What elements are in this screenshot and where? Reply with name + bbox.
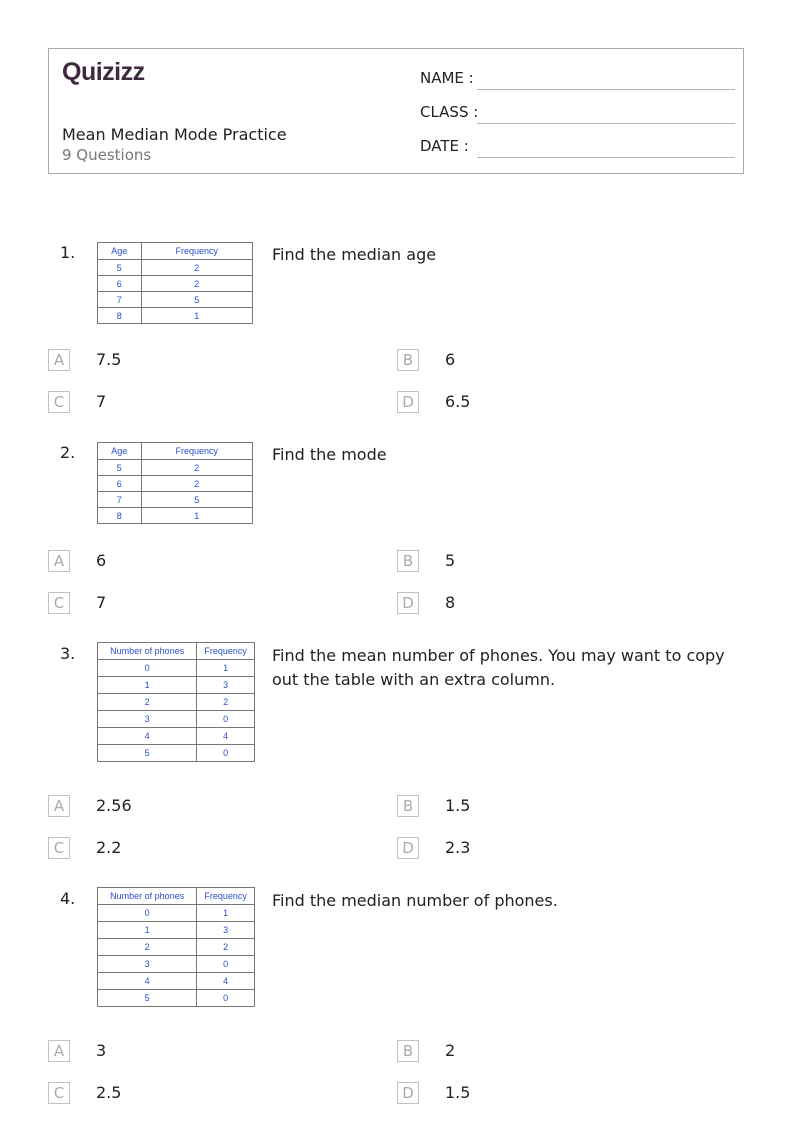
table-header: Age — [98, 243, 142, 260]
name-field[interactable] — [420, 67, 735, 101]
table-cell: 7 — [98, 492, 142, 508]
table-cell: 5 — [98, 260, 142, 276]
option-value: 5 — [445, 551, 456, 570]
table-cell: 0 — [197, 711, 255, 728]
option-value: 7.5 — [96, 350, 122, 369]
class-label: CLASS : — [420, 103, 479, 121]
table-header: Frequency — [141, 443, 252, 460]
table-cell: 1 — [197, 905, 255, 922]
question-text: Find the mode — [272, 445, 387, 464]
option-letter[interactable]: B — [397, 795, 419, 817]
table-cell: 4 — [98, 973, 197, 990]
student-info-fields — [420, 67, 735, 169]
option-value: 2.5 — [96, 1083, 122, 1102]
class-field[interactable] — [420, 101, 735, 135]
table-cell: 3 — [197, 922, 255, 939]
table-cell: 2 — [197, 939, 255, 956]
option-value: 2.3 — [445, 838, 471, 857]
question-text: Find the mean number of phones. You may want to copy out the table with an extra column. — [272, 646, 725, 689]
option-letter[interactable]: A — [48, 550, 70, 572]
option-letter[interactable]: D — [397, 1082, 419, 1104]
table-cell: 2 — [141, 460, 252, 476]
worksheet-header — [48, 48, 744, 174]
table-header: Number of phones — [98, 888, 197, 905]
class-line — [477, 123, 735, 124]
table-cell: 1 — [98, 677, 197, 694]
table-cell: 2 — [141, 476, 252, 492]
question-text: Find the median number of phones. — [272, 891, 558, 910]
table-cell: 0 — [197, 990, 255, 1007]
option-value: 1.5 — [445, 796, 471, 815]
table-cell: 1 — [141, 508, 252, 524]
question-table — [97, 242, 253, 324]
table-cell: 2 — [197, 694, 255, 711]
table-cell: 8 — [98, 508, 142, 524]
option-value: 2 — [445, 1041, 456, 1060]
question-number: 3. — [60, 644, 76, 663]
option-value: 1.5 — [445, 1083, 471, 1102]
option-letter[interactable]: D — [397, 391, 419, 413]
option-letter[interactable]: D — [397, 837, 419, 859]
table-cell: 6 — [98, 476, 142, 492]
option-value: 6 — [96, 551, 107, 570]
table-cell: 2 — [141, 276, 252, 292]
option-letter[interactable]: B — [397, 550, 419, 572]
option-value: 2.2 — [96, 838, 122, 857]
option-value: 8 — [445, 593, 456, 612]
option-letter[interactable]: D — [397, 592, 419, 614]
option-letter[interactable]: C — [48, 592, 70, 614]
table-cell: 0 — [197, 745, 255, 762]
date-label: DATE : — [420, 137, 469, 155]
table-cell: 4 — [98, 728, 197, 745]
table-cell: 2 — [141, 260, 252, 276]
option-value: 2.56 — [96, 796, 132, 815]
table-cell: 0 — [197, 956, 255, 973]
option-letter[interactable]: A — [48, 1040, 70, 1062]
table-cell: 1 — [98, 922, 197, 939]
table-cell: 0 — [98, 660, 197, 677]
question-number: 2. — [60, 443, 76, 462]
question-table — [97, 442, 253, 524]
date-line — [477, 157, 735, 158]
table-header: Frequency — [197, 888, 255, 905]
option-letter[interactable]: C — [48, 391, 70, 413]
table-cell: 5 — [98, 460, 142, 476]
question-count: 9 Questions — [62, 146, 152, 164]
table-cell: 3 — [197, 677, 255, 694]
table-cell: 1 — [197, 660, 255, 677]
option-letter[interactable]: C — [48, 1082, 70, 1104]
option-value: 3 — [96, 1041, 107, 1060]
table-cell: 8 — [98, 308, 142, 324]
table-cell: 3 — [98, 956, 197, 973]
date-field[interactable] — [420, 135, 735, 169]
name-label: NAME : — [420, 69, 474, 87]
table-cell: 2 — [98, 939, 197, 956]
question-table — [97, 887, 255, 1007]
table-header: Frequency — [197, 643, 255, 660]
table-cell: 5 — [98, 745, 197, 762]
option-value: 7 — [96, 593, 107, 612]
table-header: Age — [98, 443, 142, 460]
question-number: 4. — [60, 889, 76, 908]
option-letter[interactable]: C — [48, 837, 70, 859]
option-value: 6.5 — [445, 392, 471, 411]
table-cell: 6 — [98, 276, 142, 292]
table-cell: 5 — [141, 492, 252, 508]
name-line — [477, 89, 735, 90]
worksheet-title: Mean Median Mode Practice — [62, 125, 287, 144]
table-header: Frequency — [141, 243, 252, 260]
question-text: Find the median age — [272, 245, 437, 264]
question-number: 1. — [60, 243, 76, 262]
table-cell: 2 — [98, 694, 197, 711]
option-letter[interactable]: A — [48, 349, 70, 371]
option-value: 7 — [96, 392, 107, 411]
question-table — [97, 642, 255, 762]
quizizz-logo: Quizizz — [62, 58, 145, 86]
table-cell: 3 — [98, 711, 197, 728]
table-cell: 0 — [98, 905, 197, 922]
option-letter[interactable]: B — [397, 1040, 419, 1062]
table-cell: 5 — [98, 990, 197, 1007]
table-header: Number of phones — [98, 643, 197, 660]
table-cell: 4 — [197, 973, 255, 990]
option-value: 6 — [445, 350, 456, 369]
table-cell: 5 — [141, 292, 252, 308]
option-letter[interactable]: A — [48, 795, 70, 817]
table-cell: 7 — [98, 292, 142, 308]
option-letter[interactable]: B — [397, 349, 419, 371]
table-cell: 1 — [141, 308, 252, 324]
table-cell: 4 — [197, 728, 255, 745]
